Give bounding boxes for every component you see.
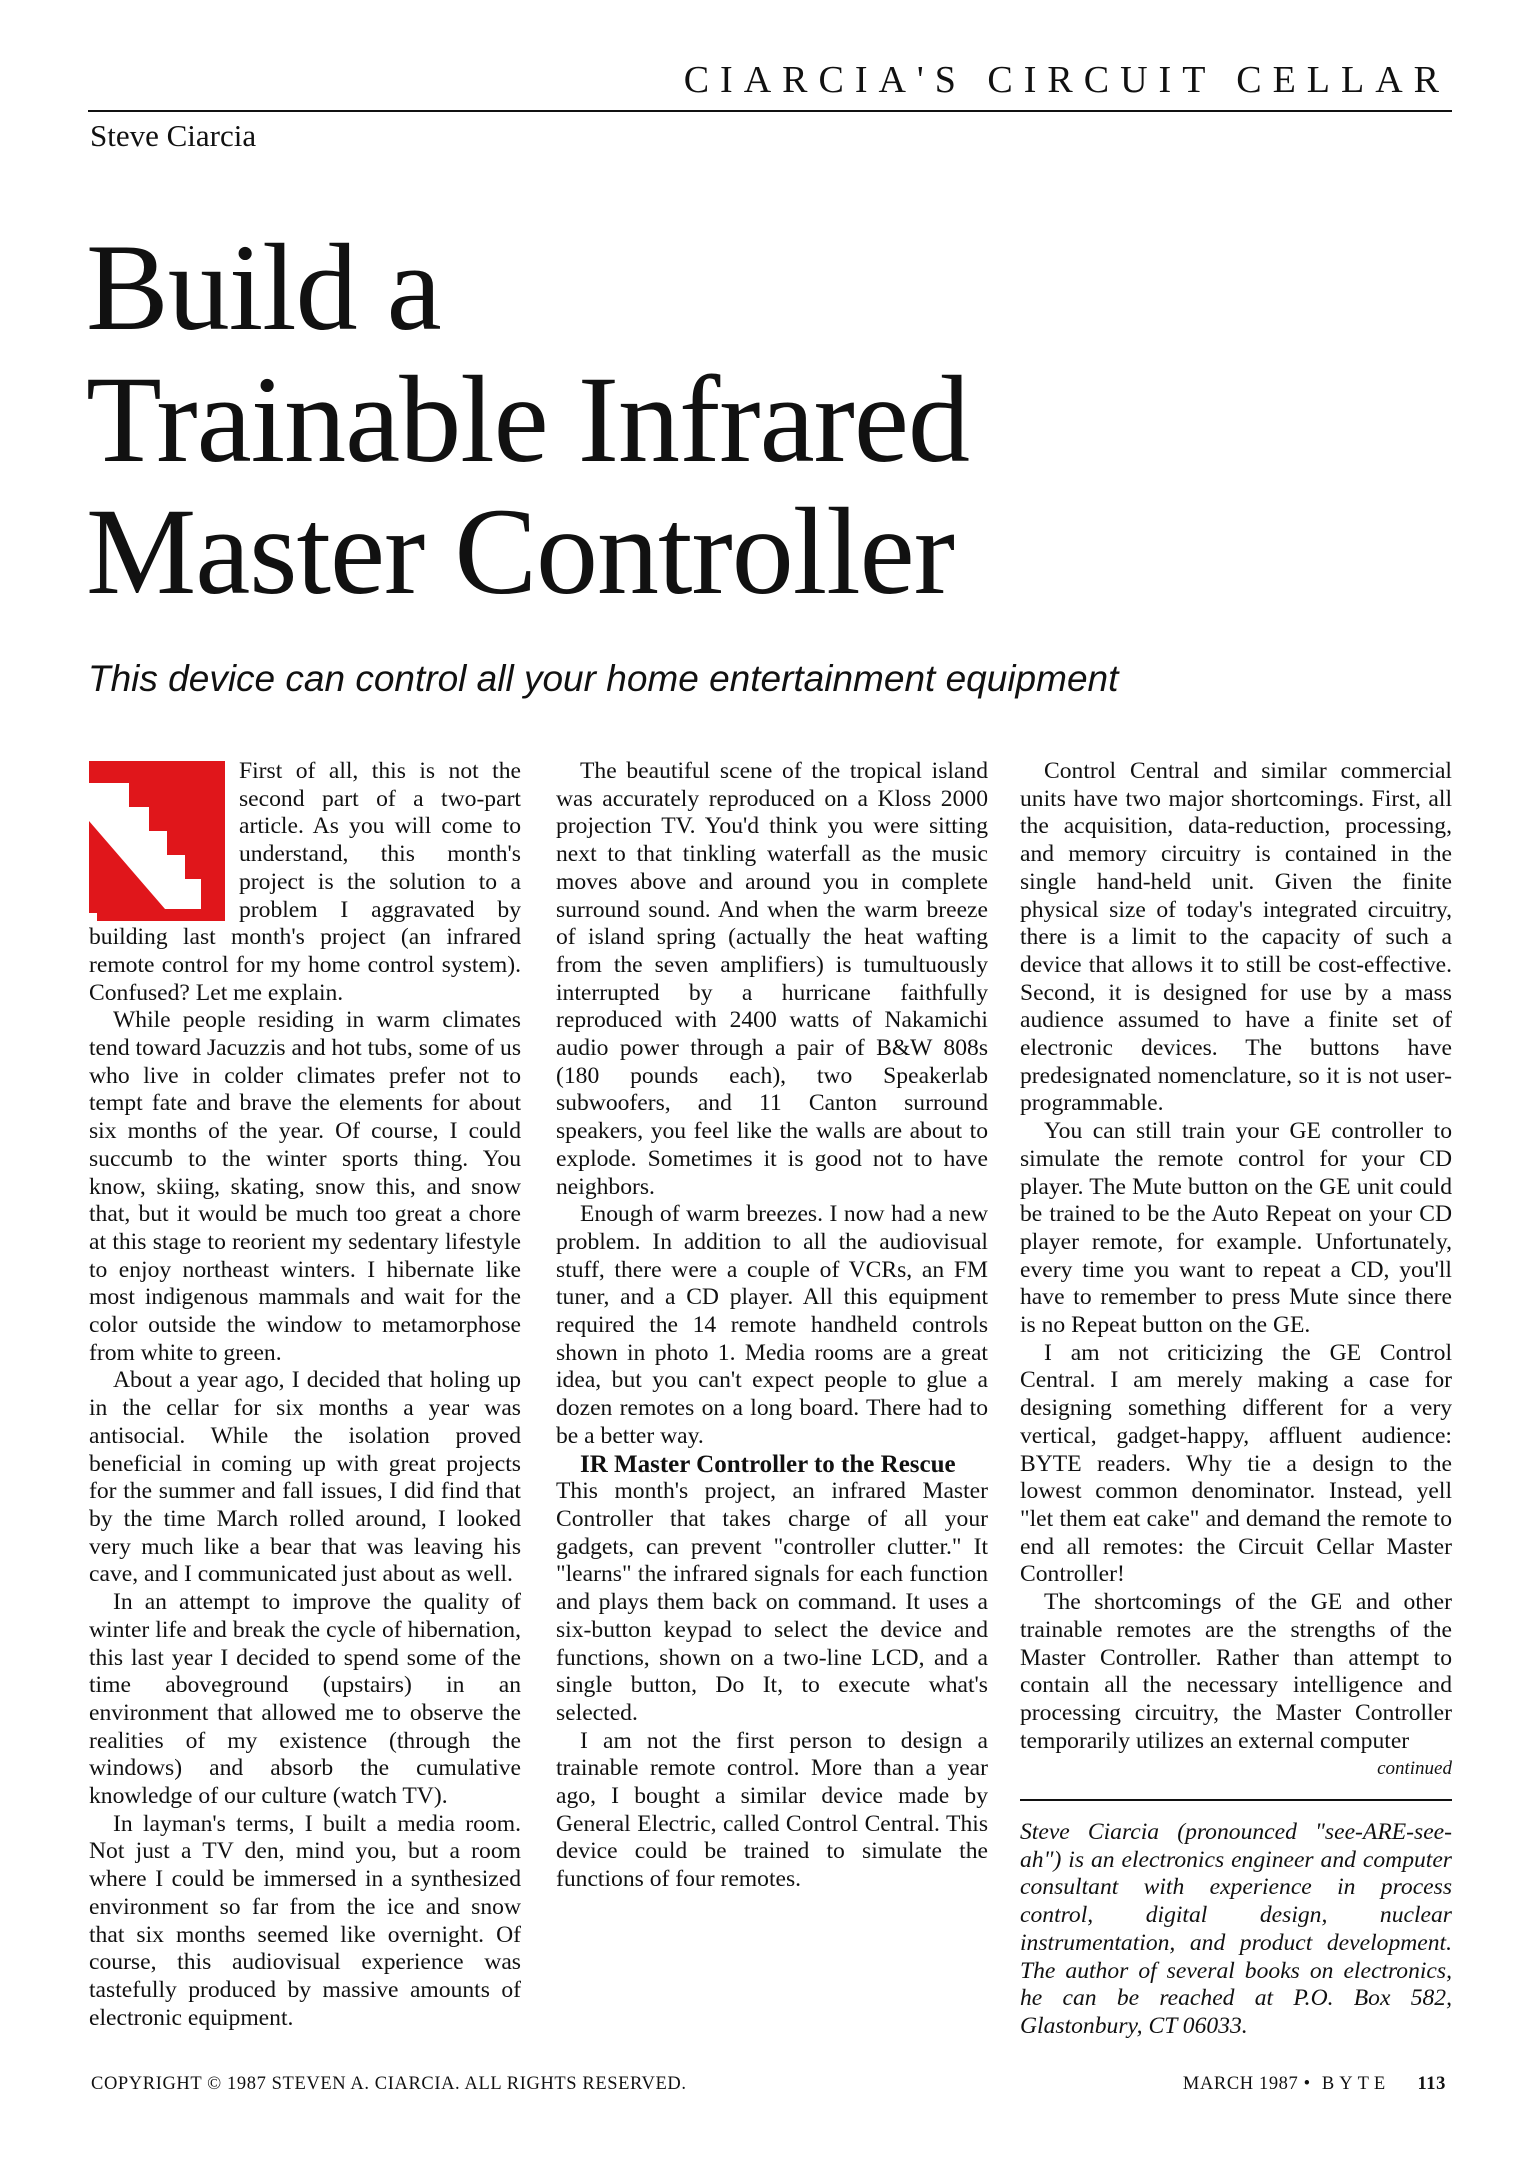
header-rule [88, 110, 1452, 112]
magazine-name: BYTE [1321, 2074, 1391, 2094]
paragraph-1: First of all, this is not the second part of a two-part article. As you will come to understand, this month's project is the solution to a problem I aggravated by building last month's project (an infrared remote control for my home control system). Confused? Let me explain. [89, 758, 521, 1006]
paragraph-6: The beautiful scene of the tropical island was accurately reproduced on a Kloss 2000 projection TV. You'd think you were sitting next to that tinkling waterfall as the music moves above and around you in complete surround sound. And when the warm breeze of island spring (actually the heat wafting from the seven amplifiers) is tumultuously interrupted by a hurricane faithfully reproduced with 2400 watts of Nakamichi audio power through a pair of B&W 808s (180 pounds each), two Speakerlab subwoofers, and 11 Canton surround speakers, you feel like the walls are about to explode. Sometimes it is good not to have neighbors. [556, 758, 988, 1200]
paragraph-13: The shortcomings of the GE and other trainable remotes are the strengths of the Master Controller. Rather than attempt to contain all the necessary intelligence and processing circuitry, the Master Controller temporarily utilizes an external computer [1020, 1589, 1452, 1754]
bullet-separator: • [1303, 2074, 1311, 2094]
author-bio: Steve Ciarcia (pronounced "see-ARE-see-ah") is an electronics engineer and computer consultant with experience in process control, digital design, nuclear instrumentation, and product development. The author of several books on electronics, he can be reached at P.O. Box 582, Glastonbury, CT 06033. [1020, 1819, 1452, 2039]
text-column-2 [556, 758, 988, 1894]
author-byline: Steve Ciarcia [90, 118, 257, 153]
paragraph-10: Control Central and similar commercial units have two major shortcomings. First, all the acquisition, data-reduction, processing, and memory circuitry is contained in the single hand-held unit. Given the finite physical size of today's integrated circuitry, there is a limit to the capacity of such a device that allows it to still be cost-effective. Second, it is designed for use by a mass audience assumed to have a finite set of electronic devices. The buttons have predesignated nomenclature, so it is not user-programmable. [1020, 758, 1452, 1117]
page-number: 113 [1417, 2074, 1446, 2094]
text-column-3 [1020, 758, 1452, 2041]
section-subhead: IR Master Controller to the Rescue [580, 1450, 956, 1478]
paragraph-8: This month's project, an infrared Master Controller that takes charge of all your gadgets, can prevent "controller clutter." It "learns" the infrared signals for each function and plays them back on command. It uses a six-button keypad to select the device and functions, shown on a two-line LCD, and a single button, Do It, to execute what's selected. [556, 1478, 988, 1726]
paragraph-5: In layman's terms, I built a media room. Not just a TV den, mind you, but a room where I could be immersed in a synthesized environment so far from the ice and snow that six months seemed like overnight. Of course, this audiovisual experience was tastefully produced by massive amounts of electronic equipment. [89, 1810, 521, 2031]
paragraph-12: I am not criticizing the GE Control Central. I am merely making a case for designing something different for a very vertical, gadget-happy, affluent audience: BYTE readers. Why tie a design to the lowest common denominator. Instead, yell "let them eat cake" and demand the remote to end all remotes: the Circuit Cellar Master Controller! [1020, 1339, 1452, 1588]
paragraph-4: In an attempt to improve the quality of winter life and break the cycle of hibernation, this last year I decided to spend some of the time aboveground (upstairs) in an environment that allowed me to observe the realities of my existence (through the windows) and absorb the cumulative knowledge of our culture (watch TV). [89, 1589, 521, 1810]
paragraph-7: Enough of warm breezes. I now had a new problem. In addition to all the audiovisual stuff, there were a couple of VCRs, an FM tuner, and a CD player. All this equipment required the 14 remote handheld controls shown in photo 1. Media rooms are a great idea, but you can't expect people to glue a dozen remotes on a long board. There had to be a better way. [556, 1201, 988, 1449]
issue-date: MARCH 1987 [1182, 2074, 1299, 2094]
paragraph-3: About a year ago, I decided that holing up in the cellar for six months a year was antisocial. While the isolation proved beneficial in coming up with great projects for the summer and fall issues, I did find that by the time March rolled around, I looked very much like a bear that was leaving his cave, and I communicated just about as well. [89, 1367, 521, 1588]
copyright-notice: COPYRIGHT © 1987 STEVEN A. CIARCIA. ALL RIGHTS RESERVED. [91, 2074, 687, 2094]
headline-line-3: Master Controller [86, 483, 955, 620]
article-deck: This device can control all your home entertainment equipment [88, 658, 1119, 699]
paragraph-2: While people residing in warm climates tend toward Jacuzzis and hot tubs, some of us who live in colder climates prefer not to tempt fate and brave the elements for about six months of the year. Of course, I could succumb to the winter sports thing. You know, skiing, skating, snow this, and snow that, but it would be much too great a chore at this stage to reorient my sedentary lifestyle to enjoy northeast winters. I hibernate like most indigenous mammals and wait for the color outside the window to metamorphose from white to green. [89, 1007, 521, 1366]
article-headline [86, 219, 1286, 620]
paragraph-9: I am not the first person to design a trainable remote control. More than a year ago, I bought a similar device made by General Electric, called Control Central. This device could be trained to simulate the functions of four remotes. [556, 1727, 988, 1893]
bio-divider [1020, 1799, 1452, 1801]
headline-line-1: Build a [86, 219, 441, 356]
page-folio [1183, 2074, 1446, 2095]
headline-line-2: Trainable Infrared [86, 351, 969, 488]
paragraph-11: You can still train your GE controller to simulate the remote control for your CD player. The Mute button on the GE unit could be trained to be the Auto Repeat on your CD player remote, for example. Unfortunately, every time you want to repeat a CD, you'll have to remember to press Mute since there is no Repeat button on the GE. [1020, 1118, 1452, 1339]
continued-label: continued [1377, 1758, 1452, 1780]
section-title: CIARCIA'S CIRCUIT CELLAR [683, 59, 1450, 101]
circuit-cellar-logo-icon [89, 761, 225, 921]
text-column-1 [89, 758, 521, 2032]
